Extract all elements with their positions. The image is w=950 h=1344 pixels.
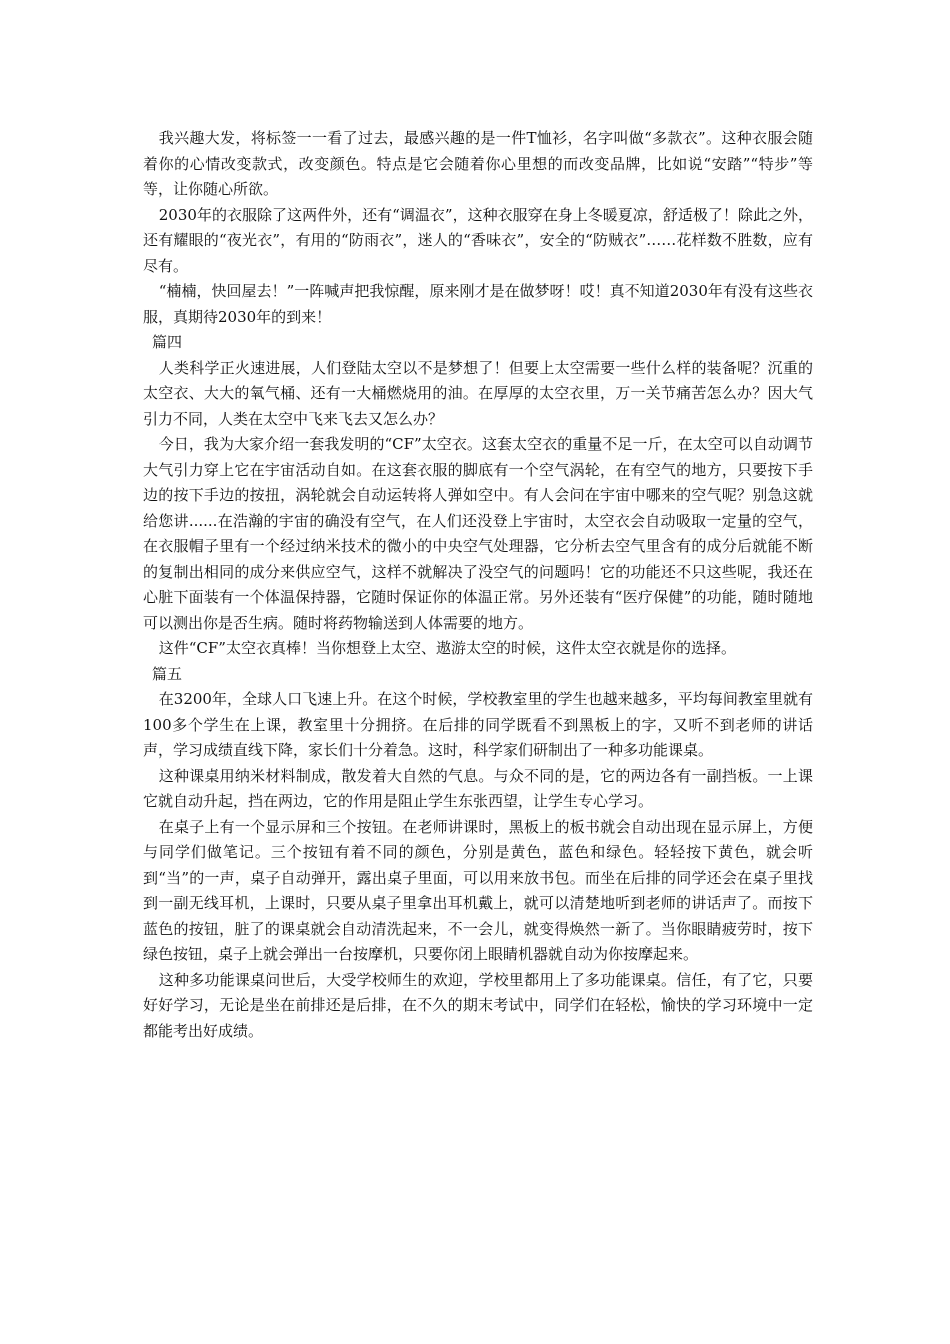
paragraph: “楠楠，快回屋去！”一阵喊声把我惊醒，原来刚才是在做梦呀！哎！真不知道2030年有没有这些衣服，真期待2030年的到来！ <box>143 282 813 326</box>
section-heading: 篇五 <box>152 664 183 683</box>
paragraph: 这种课桌用纳米材料制成，散发着大自然的气息。与众不同的是，它的两边各有一副挡板。一上课它就自动升起，挡在两边，它的作用是阻止学生东张西望，让学生专心学习。 <box>143 766 813 810</box>
section-heading: 篇四 <box>152 333 183 351</box>
document-body <box>143 126 813 1044</box>
paragraph: 在3200年，全球人口飞速上升。在这个时候，学校教室里的学生也越来越多，平均每间教室里就有100多个学生在上课，教室里十分拥挤。在后排的同学既看不到黑板上的字，又听不到老师的讲话声，学习成绩直线下降，家长们十分着急。这时，科学家们研制出了一种多功能课桌。 <box>143 690 813 759</box>
paragraph: 这种多功能课桌问世后，大受学校师生的欢迎，学校里都用上了多功能课桌。信任，有了它，只要好好学习，无论是坐在前排还是后排，在不久的期末考试中，同学们在轻松，愉快的学习环境中一定都能考出好成绩。 <box>143 970 813 1040</box>
paragraph: 我兴趣大发，将标签一一看了过去，最感兴趣的是一件T恤衫，名字叫做“多款衣”。这种衣服会随着你的心情改变款式，改变颜色。特点是它会随着你心里想的而改变品牌，比如说“安踏”“特步”等等，让你随心所欲。 <box>143 129 813 198</box>
paragraph: 今日，我为大家介绍一套我发明的“CF”太空衣。这套太空衣的重量不足一斤，在太空可以自动调节大气引力穿上它在宇宙活动自如。在这套衣服的脚底有一个空气涡轮，在有空气的地方，只要按下手边的按下手边的按扭，涡轮就会自动运转将人弹如空中。有人会问在宇宙中哪来的空气呢？别急这就给您讲......在浩瀚的宇宙的确没有空气，在人们还没登上宇宙时，太空衣会自动吸取一定量的空气，在衣服帽子里有一个经过纳米技术的微小的中央空气处理器，它分析去空气里含有的成分后就能不断的复制出相同的成分来供应空气，这样不就解决了没空气的问题吗！它的功能还不只这些呢，我还在心脏下面装有一个体温保持器，它随时保证你的体温正常。另外还装有“医疗保健”的功能，随时随地可以测出你是否生病。随时将药物输送到人体需要的地方。 <box>143 435 813 632</box>
paragraph: 2030年的衣服除了这两件外，还有“调温衣”，这种衣服穿在身上冬暖夏凉，舒适极了！除此之外，还有耀眼的“夜光衣”，有用的“防雨衣”，迷人的“香味衣”，安全的“防贼衣”……花样数不胜数，应有尽有。 <box>143 205 813 275</box>
paragraph: 这件“CF”太空衣真棒！当你想登上太空、遨游太空的时候，这件太空衣就是你的选择。 <box>158 639 736 657</box>
paragraph: 在桌子上有一个显示屏和三个按钮。在老师讲课时，黑板上的板书就会自动出现在显示屏上，方便与同学们做笔记。三个按钮有着不同的颜色，分别是黄色，蓝色和绿色。轻轻按下黄色，就会听到“当”的一声，桌子自动弹开，露出桌子里面，可以用来放书包。而坐在后排的同学还会在桌子里找到一副无线耳机，上课时，只要从桌子里拿出耳机戴上，就可以清楚地听到老师的讲话声了。而按下蓝色的按钮，脏了的课桌就会自动清洗起来，不一会儿，就变得焕然一新了。当你眼睛疲劳时，按下绿色按钮，桌子上就会弹出一台按摩机，只要你闭上眼睛机器就自动为你按摩起来。 <box>143 817 813 963</box>
paragraph: 人类科学正火速进展，人们登陆太空以不是梦想了！但要上太空需要一些什么样的装备呢？沉重的太空衣、大大的氧气桶、还有一大桶燃烧用的油。在厚厚的太空衣里，万一关节痛苦怎么办？因大气引力不同，人类在太空中飞来飞去又怎么办？ <box>143 358 813 428</box>
